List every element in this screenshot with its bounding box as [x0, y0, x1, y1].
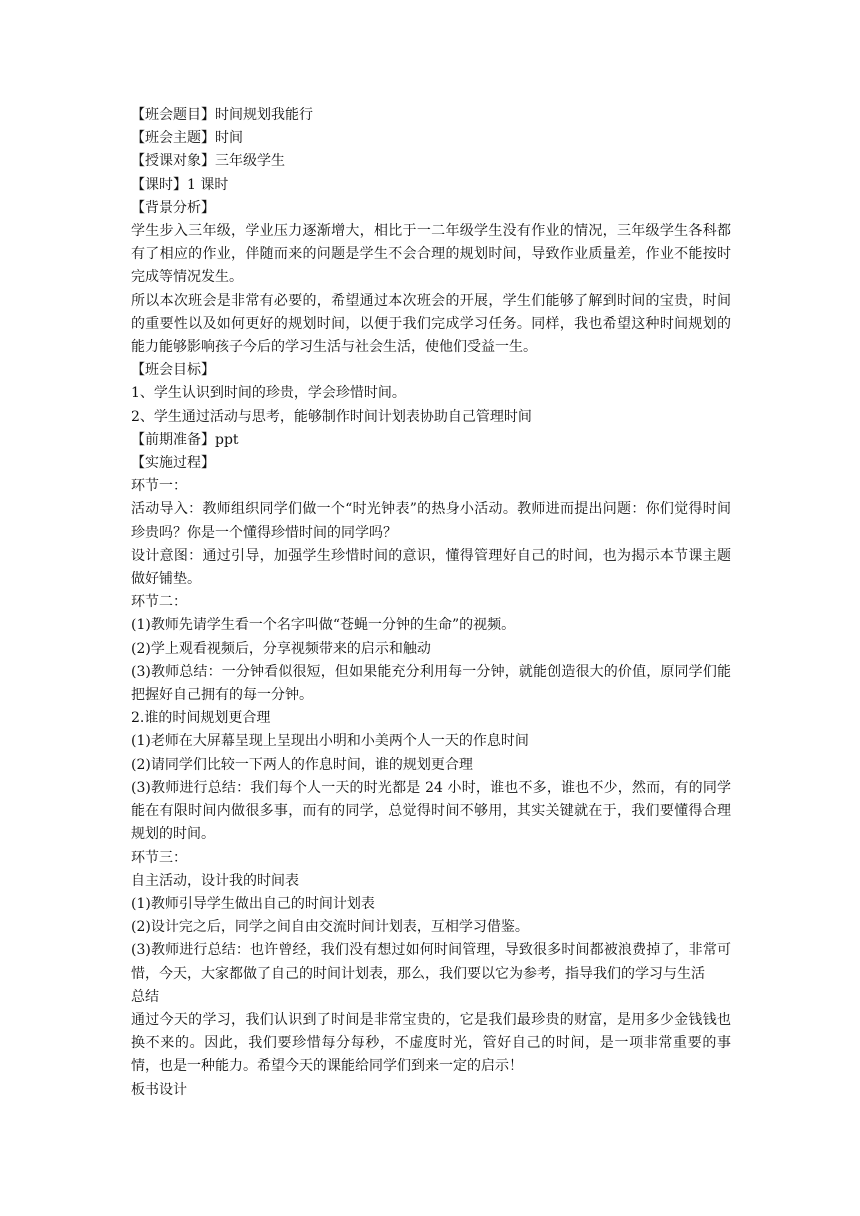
stage-one-activity: 活动导入：教师组织同学们做一个“时光钟表”的热身小活动。教师进而提出问题：你们觉得时间珍贵吗？你是一个懂得珍惜时间的同学吗？ [131, 501, 731, 541]
section-heading-background: 【背景分析】 [131, 199, 215, 216]
stage-one-design-intent: 设计意图：通过引导，加强学生珍惜时间的意识，懂得管理好自己的时间，也为揭示本节课主题做好铺垫。 [131, 547, 731, 588]
summary-paragraph: 通过今天的学习，我们认识到了时间是非常宝贵的，它是我们最珍贵的财富，是用多少金钱钱也换不来的。因此，我们要珍惜每分每秒，不虚度时光，管好自己的时间，是一项非常重要的事情，也是一种能力。希望今天的课能给同学们到来一定的启示！ [131, 1011, 731, 1075]
stage-two-step-1: (1)教师先请学生看一个名字叫做“苍蝇一分钟的生命”的视频。 [131, 617, 516, 634]
stage-three-step-3: (3)教师进行总结：也许曾经，我们没有想过如何时间管理，导致很多时间都被浪费掉了，非常可惜，今天，大家都做了自己的时间计划表，那么，我们要以它为参考，指导我们的学习与生活 [131, 942, 731, 982]
section-heading-process: 【实施过程】 [131, 455, 215, 472]
stage-two-sub-step-2: (2)请同学们比较一下两人的作息时间，谁的规划更合理 [131, 756, 473, 773]
document-body [131, 104, 731, 1102]
class-hours: 【课时】1 课时 [131, 176, 229, 193]
background-paragraph-2: 所以本次班会是非常有必要的，希望通过本次班会的开展，学生们能够了解到时间的宝贵，时间的重要性以及如何更好的规划时间，以便于我们完成学习任务。同样，我也希望这种时间规划的能力能够影响孩子今后的学习生活与社会生活，使他们受益一生。 [131, 292, 731, 356]
class-meeting-theme: 【班会主题】时间 [131, 130, 243, 147]
stage-one-heading: 环节一： [131, 478, 187, 495]
stage-three-activity: 自主活动，设计我的时间表 [131, 872, 299, 889]
teaching-audience: 【授课对象】三年级学生 [131, 153, 285, 170]
stage-two-sub-step-1: (1)老师在大屏幕呈现上呈现出小明和小美两个人一天的作息时间 [131, 733, 529, 750]
stage-two-step-3: (3)教师总结：一分钟看似很短，但如果能充分利用每一分钟，就能创造很大的价值，原同学们能把握好自己拥有的每一分钟。 [131, 663, 731, 704]
stage-three-heading: 环节三： [131, 849, 187, 866]
background-paragraph-1: 学生步入三年级，学业压力逐渐增大，相比于一二年级学生没有作业的情况，三年级学生各科都有了相应的作业，伴随而来的问题是学生不会合理的规划时间，导致作业质量差，作业不能按时完成等情况发生。 [131, 223, 731, 286]
stage-two-sub-step-3: (3)教师进行总结：我们每个人一天的时光都是 24 小时，谁也不多，谁也不少，然而，有的同学能在有限时间内做很多事，而有的同学，总觉得时间不够用，其实关键就在于，我们要懂得合理规划的时间。 [131, 779, 731, 843]
section-heading-goals: 【班会目标】 [131, 362, 215, 379]
stage-three-step-2: (2)设计完之后，同学之间自由交流时间计划表，互相学习借鉴。 [131, 919, 529, 936]
blackboard-design-heading: 板书设计 [131, 1081, 187, 1098]
goal-item-1: 1、学生认识到时间的珍贵，学会珍惜时间。 [131, 385, 406, 402]
section-heading-preparation: 【前期准备】ppt [131, 431, 239, 448]
stage-two-subheading: 2.谁的时间规划更合理 [131, 710, 271, 727]
stage-two-heading: 环节二： [131, 594, 187, 611]
class-meeting-title: 【班会题目】时间规划我能行 [131, 107, 313, 123]
goal-item-2: 2、学生通过活动与思考，能够制作时间计划表协助自己管理时间 [131, 408, 532, 425]
stage-two-step-2: (2)学上观看视频后，分享视频带来的启示和触动 [131, 640, 431, 657]
summary-heading: 总结 [131, 988, 159, 1005]
stage-three-step-1: (1)教师引导学生做出自己的时间计划表 [131, 895, 375, 912]
